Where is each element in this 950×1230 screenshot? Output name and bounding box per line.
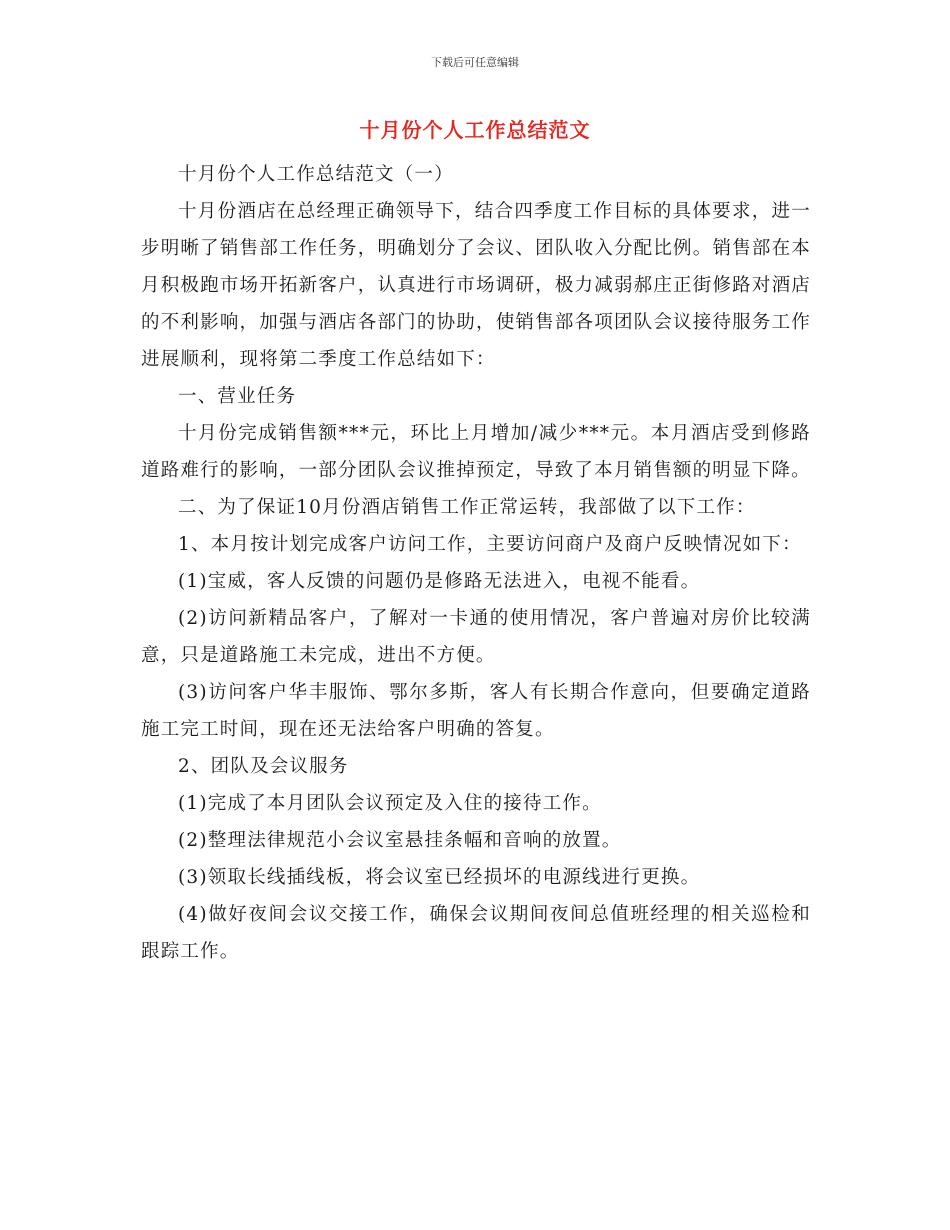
list-item: (4)做好夜间会议交接工作，确保会议期间夜间总值班经理的相关巡检和跟踪工作。: [141, 904, 811, 962]
list-item: (1)宝威，客人反馈的问题仍是修路无法进入，电视不能看。: [178, 571, 701, 592]
body-paragraph: 十月份完成销售额***元，环比上月增加/减少***元。本月酒店受到修路道路难行的影响，一部分团队会议推掉预定，导致了本月销售额的明显下降。: [141, 423, 811, 481]
list-item: (3)领取长线插线板，将会议室已经损坏的电源线进行更换。: [178, 867, 701, 888]
intro-paragraph: 十月份酒店在总经理正确领导下，结合四季度工作目标的具体要求，进一步明晰了销售部工作任务，明确划分了会议、团队收入分配比例。销售部在本月积极跑市场开拓新客户，认真进行市场调研，极力减弱郝庄正街修路对酒店的不利影响，加强与酒店各部门的协助，使销售部各项团队会议接待服务工作进展顺利，现将第二季度工作总结如下：: [141, 201, 811, 370]
document-title: 十月份个人工作总结范文: [359, 118, 591, 142]
section-heading: 二、为了保证10月份酒店销售工作正常运转，我部做了以下工作：: [178, 497, 756, 518]
section-heading: 十月份个人工作总结范文（一）: [178, 164, 454, 185]
list-item: (1)完成了本月团队会议预定及入住的接待工作。: [178, 793, 602, 814]
header-note: 下载后可任意编辑: [431, 56, 519, 69]
body-paragraph: 1、本月按计划完成客户访问工作，主要访问商户及商户反映情况如下：: [178, 534, 802, 555]
list-item: (2)访问新精品客户，了解对一卡通的使用情况，客户普遍对房价比较满意，只是道路施工未完成，进出不方便。: [141, 608, 811, 666]
list-item: (3)访问客户华丰服饰、鄂尔多斯，客人有长期合作意向，但要确定道路施工完工时间，现在还无法给客户明确的答复。: [141, 682, 811, 740]
section-heading: 2、团队及会议服务: [178, 756, 349, 777]
section-heading: 一、营业任务: [178, 386, 297, 407]
list-item: (2)整理法律规范小会议室悬挂条幅和音响的放置。: [178, 830, 622, 851]
document-body: [141, 156, 811, 970]
